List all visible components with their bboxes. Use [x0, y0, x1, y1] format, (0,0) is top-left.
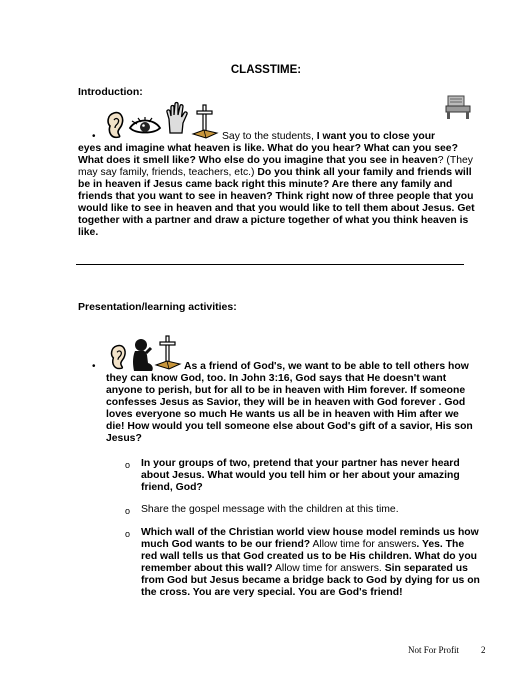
- intro-line-8: together with a partner and draw a picture together of what you think heaven is: [78, 215, 469, 226]
- intro-bold-1: I want you to close your: [316, 131, 436, 142]
- chair-icon: [444, 94, 474, 120]
- circle-bullet: o: [125, 529, 131, 539]
- intro-line-6: friends that you want to see in heaven? Think right now of three people that you: [78, 191, 474, 202]
- cross-bible-icon: [155, 334, 181, 372]
- circle-bullet: o: [125, 460, 131, 470]
- presentation-heading: Presentation/learning activities:: [78, 301, 237, 313]
- sub3-plain-4b: Allow time for answers.: [272, 563, 385, 574]
- footer-note: Not For Profit: [408, 645, 460, 655]
- bullet: •: [92, 361, 96, 372]
- intro-bold-3: What does it smell like? Who else do you imagine that you see in heaven: [78, 155, 438, 166]
- presentation-line-4: confesses Jesus as Savior, they will be in heaven with God forever . God: [106, 397, 466, 408]
- presentation-line-2: they can know God, too. In John 3:16, God says that He doesn't want: [106, 373, 447, 384]
- sub3-line-6: the cross. You are very special. You are God's friend!: [141, 587, 403, 598]
- hand-icon: [165, 101, 189, 135]
- ear-icon: [105, 110, 125, 140]
- sub3-line-5: from God but Jesus became a bridge back to God by dying for us on: [141, 575, 480, 586]
- intro-line-3: [78, 155, 473, 167]
- sub3-line-3: red wall tells us that God created us to be His children. What do you: [141, 551, 478, 562]
- intro-line-7: would like to see in heaven and that you would like to tell them about Jesus. Get: [78, 203, 475, 214]
- intro-line-1: [222, 131, 435, 143]
- intro-line-4: [78, 167, 472, 179]
- sub1-line-3: friend, God?: [141, 482, 203, 493]
- sub3-plain-2b: Allow time for answers: [310, 539, 417, 550]
- intro-line-9: like.: [78, 227, 99, 238]
- presentation-line-3: anyone to perish, but for all to be in heaven with Him forever. If someone: [106, 385, 466, 396]
- sub3-bold-2c: . Yes. The: [416, 539, 465, 550]
- bullet: •: [92, 131, 96, 142]
- presentation-line-5: loves everyone so much He wants us all be in heaven with Him after we: [106, 409, 459, 420]
- sub3-bold-2a: much God wants to be our friend?: [141, 539, 311, 550]
- cross-bible-icon: [192, 104, 218, 140]
- intro-lead: Say to the students,: [222, 131, 317, 142]
- kneeling-child-icon: [128, 338, 158, 374]
- page-title: CLASSTIME:: [230, 64, 302, 76]
- intro-line-5: be in heaven if Jesus came back right this minute? Are there any family and: [78, 179, 453, 190]
- page-number: 2: [481, 645, 486, 655]
- intro-bold-4: Do you think all your family and friends will: [254, 167, 472, 178]
- sub1-line-1: In your groups of two, pretend that your partner has never heard: [141, 458, 460, 469]
- ear-icon: [108, 343, 128, 371]
- introduction-heading: Introduction:: [78, 86, 143, 98]
- presentation-line-7: Jesus?: [106, 433, 142, 444]
- intro-plain-4: may say family, friends, teachers, etc.): [78, 167, 255, 178]
- presentation-line-6: die! How would you tell someone else about God's gift of a savior, His son: [106, 421, 473, 432]
- eye-icon: [128, 116, 162, 136]
- circle-bullet: o: [125, 506, 131, 516]
- intro-line-2: eyes and imagine what heaven is like. What do you hear? What can you see?: [78, 143, 458, 154]
- sub3-bold-4a: remember about this wall?: [141, 563, 273, 574]
- presentation-line-1: As a friend of God's, we want to be able to tell others how: [184, 361, 469, 372]
- sub2-line: Share the gospel message with the children at this time.: [141, 504, 399, 515]
- sub3-line-4: [141, 563, 483, 575]
- section-divider: [76, 264, 464, 265]
- sub1-line-2: about Jesus. What would you tell him or her about your amazing: [141, 470, 460, 481]
- sub3-line-1: Which wall of the Christian world view house model reminds us how: [141, 527, 479, 538]
- intro-tail-3: ? (They: [437, 155, 473, 166]
- sub3-bold-4c: Sin separated us: [384, 563, 468, 574]
- sub3-line-2: [141, 539, 483, 551]
